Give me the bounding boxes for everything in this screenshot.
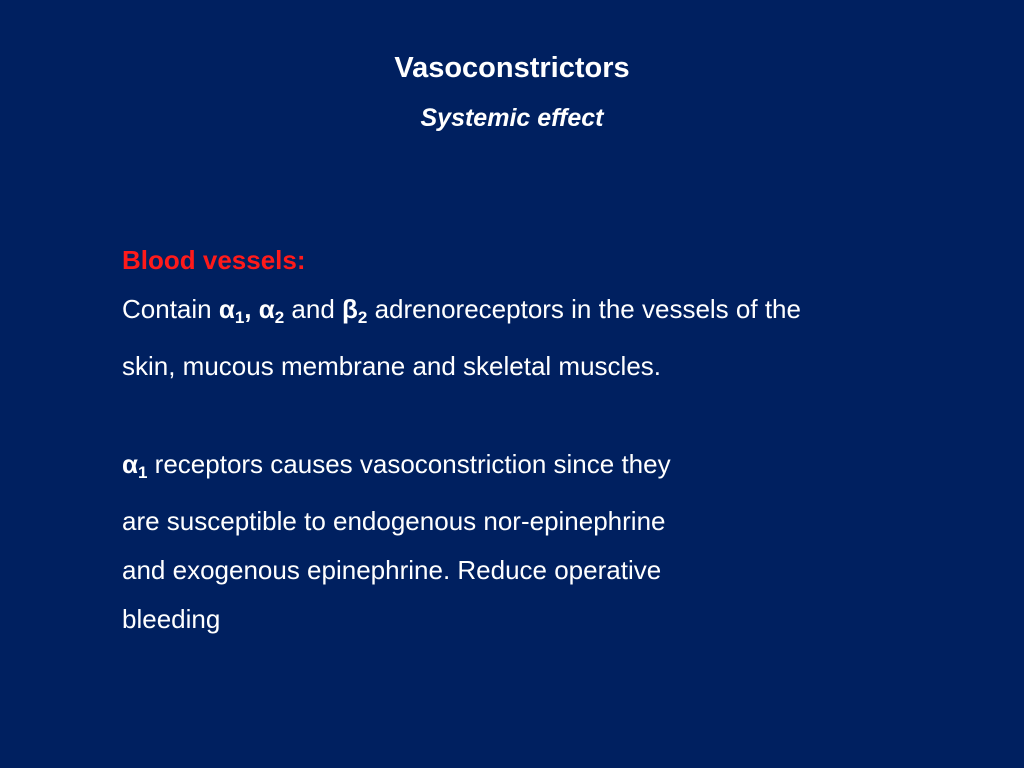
paragraph-gap [122,391,962,440]
alpha-symbol: α [218,294,235,324]
beta-subscript: 2 [357,308,368,327]
slide-subtitle: Systemic effect [420,104,604,132]
alpha-symbol-3: α [122,449,138,479]
beta-symbol: β [342,294,358,324]
para2-line3: and exogenous epinephrine. Reduce operative [122,555,662,585]
para1-prefix: Contain [122,294,219,324]
alpha-subscript-3: 1 [137,463,148,482]
para2-line2: are susceptible to endogenous nor-epinephrine [122,506,666,536]
para1-suffix: adrenoreceptors in the vessels of the [367,294,801,324]
alpha-subscript-2: 2 [274,308,285,327]
para2-line1 [122,440,962,497]
para1-line1 [122,285,962,342]
para2-suffix: receptors causes vasoconstriction since they [147,449,671,479]
slide-body [122,236,962,644]
alpha-symbol-2: α [258,294,275,324]
alpha-subscript-1: 1 [234,308,245,327]
section-heading: Blood vessels: [122,245,306,275]
slide-title: Vasoconstrictors [394,52,630,84]
and-text: and [284,294,343,324]
para1-line2: skin, mucous membrane and skeletal muscles. [122,351,662,381]
para2-line4: bleeding [122,604,221,634]
comma-separator: , [244,294,259,324]
